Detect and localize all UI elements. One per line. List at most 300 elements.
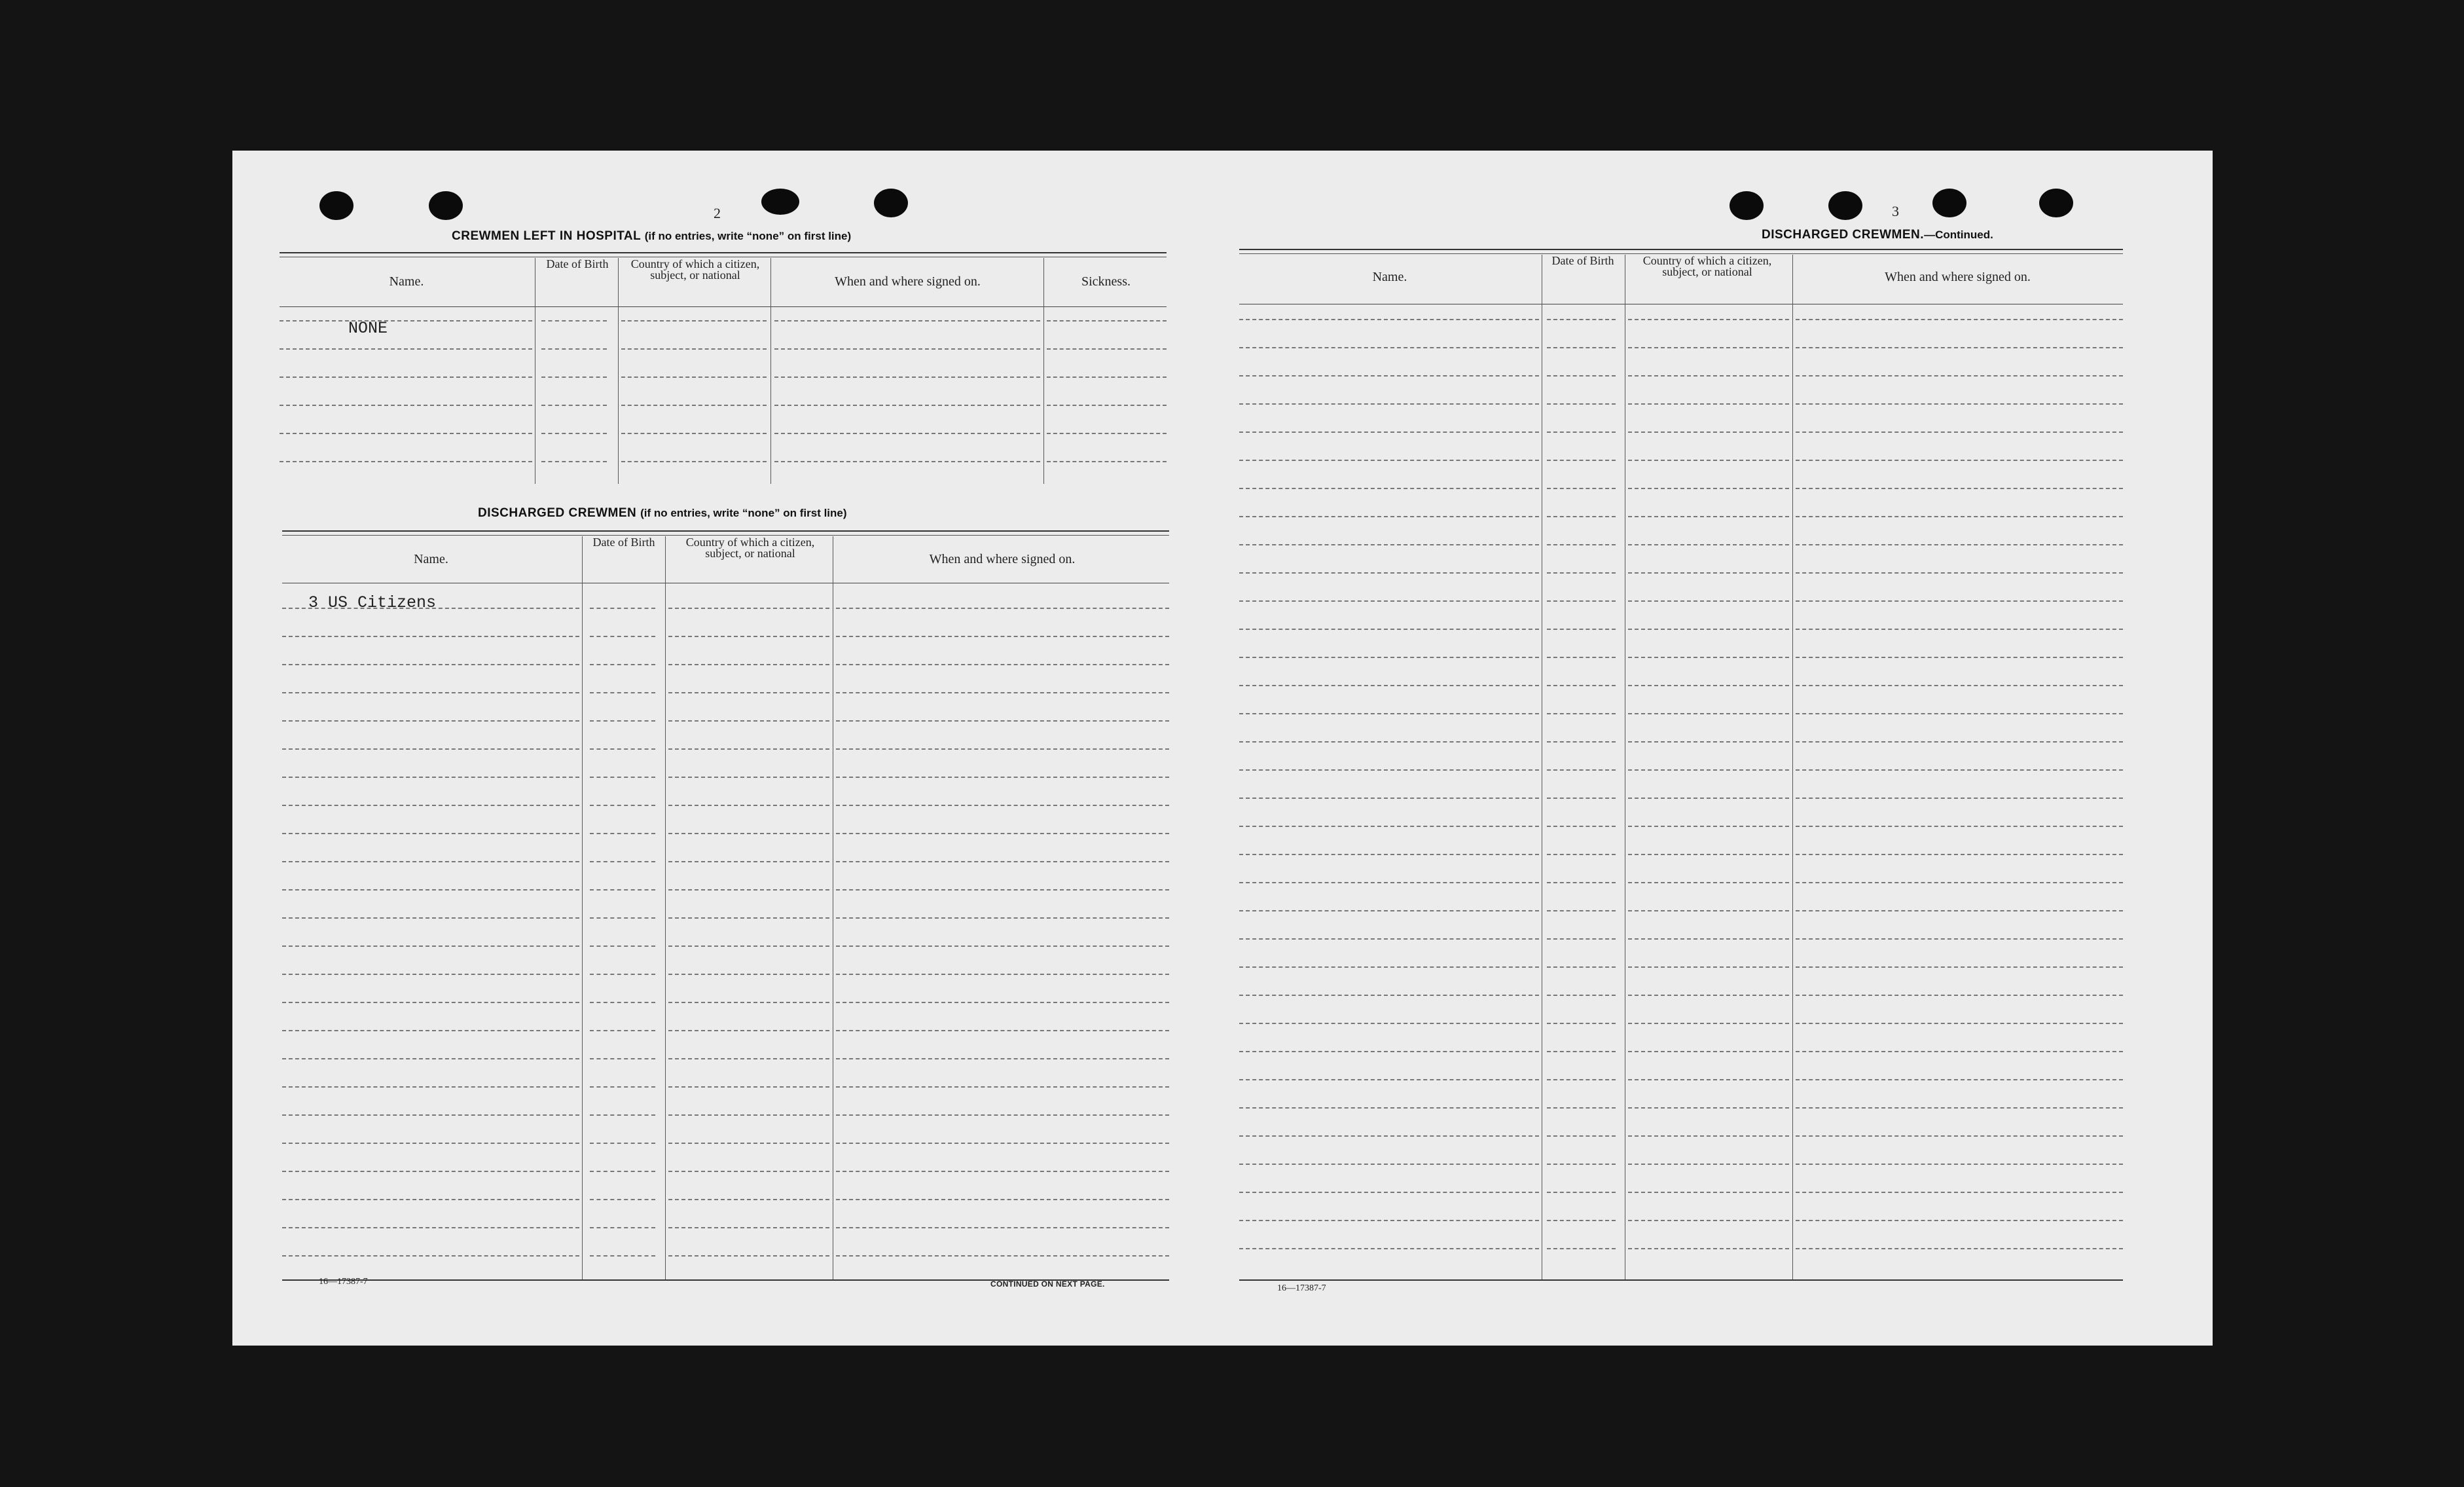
ruled-line	[1239, 910, 1539, 911]
ruled-line	[668, 833, 829, 834]
ruled-line	[668, 1227, 829, 1228]
left-page	[232, 151, 1214, 1346]
punch-hole	[1730, 191, 1764, 220]
hospital-title-instruction: (if no entries, write “none” on first line)	[644, 230, 852, 242]
ruled-line	[1239, 544, 1539, 545]
ruled-line	[282, 1058, 579, 1059]
ruled-line	[1796, 1164, 2123, 1165]
ruled-line	[836, 1030, 1169, 1031]
punch-hole	[1828, 191, 1862, 220]
ruled-line	[1796, 516, 2123, 517]
ruled-line	[1239, 1107, 1539, 1109]
ruled-line	[1628, 1248, 1789, 1249]
right-section-title	[1762, 228, 1993, 242]
col-header-signed: When and where signed on.	[1885, 270, 2031, 284]
ruled-line	[280, 405, 532, 406]
ruled-line	[282, 974, 579, 975]
ruled-line	[1547, 544, 1616, 545]
ruled-line	[1796, 1220, 2123, 1221]
table-top-rule	[1239, 249, 2123, 250]
ruled-line	[280, 461, 532, 462]
ruled-line	[590, 692, 655, 693]
ruled-line	[1628, 657, 1789, 658]
ruled-line	[1547, 713, 1616, 714]
ruled-line	[282, 748, 579, 750]
ruled-line	[1239, 769, 1539, 771]
ruled-line	[774, 433, 1040, 434]
column-divider	[618, 258, 619, 484]
ruled-line	[668, 974, 829, 975]
ruled-line	[280, 433, 532, 434]
ruled-line	[541, 348, 607, 350]
ruled-line	[1547, 741, 1616, 743]
ruled-line	[282, 1143, 579, 1144]
hospital-title-text: CREWMEN LEFT IN HOSPITAL	[452, 229, 641, 243]
ruled-line	[1628, 347, 1789, 348]
ruled-line	[282, 889, 579, 890]
ruled-line	[1628, 488, 1789, 489]
right-title-continued: —Continued.	[1924, 229, 1993, 241]
ruled-line	[836, 1143, 1169, 1144]
ruled-line	[1239, 657, 1539, 658]
ruled-line	[836, 1114, 1169, 1116]
ruled-line	[1547, 1051, 1616, 1052]
ruled-line	[1239, 1164, 1539, 1165]
ruled-line	[1796, 403, 2123, 405]
ruled-line	[282, 1255, 579, 1257]
ruled-line	[1796, 544, 2123, 545]
ruled-line	[1547, 403, 1616, 405]
col-header-dob: Date of Birth	[592, 536, 655, 549]
ruled-line	[282, 720, 579, 722]
ruled-line	[1047, 461, 1167, 462]
ruled-line	[836, 917, 1169, 919]
ruled-line	[836, 1171, 1169, 1172]
ruled-line	[280, 320, 532, 321]
ruled-line	[1796, 685, 2123, 686]
ruled-line	[1239, 403, 1539, 405]
ruled-line	[668, 1114, 829, 1116]
punch-hole	[1932, 189, 1966, 217]
ruled-line	[1239, 1248, 1539, 1249]
ruled-line	[668, 1002, 829, 1003]
punch-hole	[429, 191, 463, 220]
ruled-line	[1628, 798, 1789, 799]
ruled-line	[1547, 460, 1616, 461]
col-header-country: Country of which a citizen, subject, or national	[1642, 254, 1772, 278]
punch-hole	[874, 189, 908, 217]
ruled-line	[1239, 375, 1539, 376]
ruled-line	[1547, 488, 1616, 489]
ruled-line	[1628, 431, 1789, 433]
ruled-line	[282, 805, 579, 806]
ruled-line	[282, 945, 579, 947]
ruled-line	[1239, 713, 1539, 714]
ruled-line	[668, 1171, 829, 1172]
ruled-line	[1628, 966, 1789, 968]
ruled-line	[1628, 1079, 1789, 1080]
ruled-line	[1796, 1192, 2123, 1193]
col-header-sickness: Sickness.	[1081, 274, 1131, 289]
col-header-dob: Date of Birth	[1551, 254, 1614, 267]
form-number: 16—17387-7	[319, 1277, 368, 1287]
ruled-line	[1047, 320, 1167, 321]
ruled-line	[836, 1086, 1169, 1088]
ruled-line	[1628, 713, 1789, 714]
ruled-line	[836, 1227, 1169, 1228]
ruled-line	[1628, 1107, 1789, 1109]
ruled-line	[1628, 1051, 1789, 1052]
ruled-line	[280, 376, 532, 378]
ruled-line	[1547, 854, 1616, 855]
ruled-line	[1796, 1248, 2123, 1249]
ruled-line	[621, 376, 767, 378]
ruled-line	[590, 748, 655, 750]
ruled-line	[1239, 741, 1539, 743]
ruled-line	[774, 461, 1040, 462]
ruled-line	[590, 889, 655, 890]
ruled-line	[1628, 375, 1789, 376]
ruled-line	[1239, 995, 1539, 996]
ruled-line	[590, 636, 655, 637]
right-page	[1214, 151, 2213, 1346]
ruled-line	[1628, 600, 1789, 602]
ruled-line	[1239, 1079, 1539, 1080]
ruled-line	[1047, 376, 1167, 378]
ruled-line	[668, 692, 829, 693]
ruled-line	[541, 376, 607, 378]
discharged-section-title	[478, 506, 847, 521]
ruled-line	[668, 1143, 829, 1144]
ruled-line	[1239, 460, 1539, 461]
ruled-line	[282, 833, 579, 834]
ruled-line	[282, 777, 579, 778]
ruled-line	[774, 405, 1040, 406]
ruled-line	[1239, 685, 1539, 686]
ruled-line	[541, 320, 607, 321]
ruled-line	[1796, 375, 2123, 376]
ruled-line	[1796, 1107, 2123, 1109]
ruled-line	[590, 664, 655, 665]
ruled-line	[668, 748, 829, 750]
ruled-line	[774, 320, 1040, 321]
ruled-line	[1547, 431, 1616, 433]
ruled-line	[1239, 854, 1539, 855]
ruled-line	[1547, 516, 1616, 517]
entry-name: 3 US Citizens	[308, 593, 437, 612]
column-divider	[770, 258, 771, 484]
ruled-line	[1628, 460, 1789, 461]
discharged-title-instruction: (if no entries, write “none” on first line)	[640, 507, 847, 519]
ruled-line	[1239, 1192, 1539, 1193]
ruled-line	[836, 748, 1169, 750]
ruled-line	[1239, 1051, 1539, 1052]
ruled-line	[1796, 938, 2123, 940]
ruled-line	[1239, 938, 1539, 940]
ruled-line	[836, 1002, 1169, 1003]
ruled-line	[590, 1199, 655, 1200]
ruled-line	[1796, 882, 2123, 883]
ruled-line	[282, 1114, 579, 1116]
ruled-line	[1547, 769, 1616, 771]
ruled-line	[1796, 657, 2123, 658]
ruled-line	[1796, 600, 2123, 602]
ruled-line	[1628, 403, 1789, 405]
ruled-line	[1547, 966, 1616, 968]
ruled-line	[1628, 516, 1789, 517]
ruled-line	[590, 1227, 655, 1228]
ruled-line	[1239, 572, 1539, 574]
ruled-line	[774, 376, 1040, 378]
ruled-line	[590, 1255, 655, 1257]
ruled-line	[282, 1086, 579, 1088]
ruled-line	[836, 1058, 1169, 1059]
ruled-line	[1547, 572, 1616, 574]
ruled-line	[590, 720, 655, 722]
ruled-line	[1239, 798, 1539, 799]
ruled-line	[1796, 966, 2123, 968]
ruled-line	[1628, 1135, 1789, 1137]
ruled-line	[1547, 1135, 1616, 1137]
ruled-line	[280, 348, 532, 350]
ruled-line	[668, 1086, 829, 1088]
ruled-line	[1628, 854, 1789, 855]
ruled-line	[282, 664, 579, 665]
ruled-line	[668, 1058, 829, 1059]
ruled-line	[1547, 1248, 1616, 1249]
ruled-line	[1547, 347, 1616, 348]
column-divider	[1792, 255, 1793, 1279]
column-divider	[665, 536, 666, 1279]
ruled-line	[836, 833, 1169, 834]
ruled-line	[836, 974, 1169, 975]
ruled-line	[1547, 995, 1616, 996]
ruled-line	[282, 608, 579, 609]
punch-hole	[761, 189, 799, 215]
ruled-line	[1239, 966, 1539, 968]
ruled-line	[1628, 938, 1789, 940]
ruled-line	[1796, 629, 2123, 630]
ruled-line	[1547, 1079, 1616, 1080]
ruled-line	[282, 692, 579, 693]
ruled-line	[668, 1030, 829, 1031]
ruled-line	[590, 1114, 655, 1116]
ruled-line	[1547, 319, 1616, 320]
ruled-line	[836, 1199, 1169, 1200]
ruled-line	[282, 636, 579, 637]
ruled-line	[590, 1058, 655, 1059]
ruled-line	[1547, 685, 1616, 686]
ruled-line	[590, 805, 655, 806]
ruled-line	[836, 805, 1169, 806]
form-number: 16—17387-7	[1277, 1283, 1326, 1293]
ruled-line	[1547, 600, 1616, 602]
ruled-line	[668, 636, 829, 637]
ruled-line	[668, 664, 829, 665]
ruled-line	[1239, 826, 1539, 827]
ruled-line	[1239, 1220, 1539, 1221]
ruled-line	[1796, 854, 2123, 855]
ruled-line	[668, 805, 829, 806]
continued-note: CONTINUED ON NEXT PAGE.	[990, 1279, 1105, 1289]
ruled-line	[668, 1255, 829, 1257]
ruled-line	[1796, 1023, 2123, 1024]
ruled-line	[1547, 1192, 1616, 1193]
ruled-line	[590, 608, 655, 609]
ruled-line	[1796, 319, 2123, 320]
ruled-line	[1239, 431, 1539, 433]
ruled-line	[1796, 1079, 2123, 1080]
col-header-name: Name.	[1372, 270, 1407, 284]
ruled-line	[1628, 544, 1789, 545]
ruled-line	[590, 1002, 655, 1003]
ruled-line	[836, 945, 1169, 947]
ruled-line	[1239, 1135, 1539, 1137]
ruled-line	[1796, 713, 2123, 714]
ruled-line	[836, 608, 1169, 609]
ruled-line	[1796, 741, 2123, 743]
ruled-line	[836, 777, 1169, 778]
ruled-line	[1628, 685, 1789, 686]
ruled-line	[1628, 910, 1789, 911]
ruled-line	[836, 861, 1169, 862]
ruled-line	[668, 889, 829, 890]
punch-hole	[319, 191, 353, 220]
ruled-line	[621, 461, 767, 462]
table-header-rule	[280, 306, 1167, 307]
ruled-line	[668, 1199, 829, 1200]
ruled-line	[590, 1171, 655, 1172]
ruled-line	[1796, 995, 2123, 996]
ruled-line	[1239, 347, 1539, 348]
ruled-line	[590, 833, 655, 834]
ruled-line	[668, 608, 829, 609]
page-number: 3	[1892, 203, 1899, 219]
ruled-line	[668, 945, 829, 947]
ruled-line	[1796, 460, 2123, 461]
ruled-line	[836, 1255, 1169, 1257]
ruled-line	[590, 861, 655, 862]
ruled-line	[1628, 882, 1789, 883]
ruled-line	[1796, 572, 2123, 574]
ruled-line	[282, 861, 579, 862]
ruled-line	[1547, 375, 1616, 376]
ruled-line	[1547, 657, 1616, 658]
ruled-line	[668, 917, 829, 919]
ruled-line	[621, 348, 767, 350]
column-divider	[1043, 258, 1044, 484]
ruled-line	[836, 720, 1169, 722]
ruled-line	[621, 320, 767, 321]
ruled-line	[282, 1171, 579, 1172]
ruled-line	[1547, 1164, 1616, 1165]
ruled-line	[836, 664, 1169, 665]
ruled-line	[1047, 405, 1167, 406]
ruled-line	[282, 1002, 579, 1003]
ruled-line	[1547, 798, 1616, 799]
table-top-rule	[282, 530, 1169, 532]
ruled-line	[590, 1030, 655, 1031]
ruled-line	[282, 1199, 579, 1200]
entry-name: NONE	[348, 319, 388, 338]
ruled-line	[1239, 882, 1539, 883]
col-header-signed: When and where signed on.	[929, 552, 1076, 566]
ruled-line	[1796, 431, 2123, 433]
table-bottom-rule	[1239, 1279, 2123, 1281]
ruled-line	[1628, 826, 1789, 827]
ruled-line	[1628, 629, 1789, 630]
document-sheet	[232, 151, 2213, 1346]
col-header-dob: Date of Birth	[546, 257, 609, 270]
ruled-line	[1547, 938, 1616, 940]
ruled-line	[836, 636, 1169, 637]
ruled-line	[1628, 995, 1789, 996]
ruled-line	[1796, 910, 2123, 911]
ruled-line	[1547, 1220, 1616, 1221]
ruled-line	[1796, 347, 2123, 348]
ruled-line	[1796, 826, 2123, 827]
ruled-line	[1628, 1164, 1789, 1165]
col-header-name: Name.	[414, 552, 448, 566]
ruled-line	[668, 777, 829, 778]
ruled-line	[1796, 488, 2123, 489]
ruled-line	[1628, 1192, 1789, 1193]
col-header-signed: When and where signed on.	[835, 274, 981, 289]
ruled-line	[836, 889, 1169, 890]
right-title-text: DISCHARGED CREWMEN.	[1762, 228, 1925, 242]
ruled-line	[1628, 1220, 1789, 1221]
ruled-line	[282, 917, 579, 919]
ruled-line	[1239, 1023, 1539, 1024]
ruled-line	[1047, 348, 1167, 350]
ruled-line	[836, 692, 1169, 693]
ruled-line	[1796, 1135, 2123, 1137]
ruled-line	[590, 1143, 655, 1144]
ruled-line	[590, 777, 655, 778]
ruled-line	[590, 974, 655, 975]
ruled-line	[1628, 741, 1789, 743]
ruled-line	[1547, 1023, 1616, 1024]
discharged-table	[282, 530, 1169, 1303]
ruled-line	[590, 945, 655, 947]
ruled-line	[590, 1086, 655, 1088]
ruled-line	[1628, 319, 1789, 320]
ruled-line	[1628, 769, 1789, 771]
ruled-line	[1628, 1023, 1789, 1024]
ruled-line	[1796, 769, 2123, 771]
ruled-line	[668, 861, 829, 862]
ruled-line	[282, 1030, 579, 1031]
ruled-line	[1239, 488, 1539, 489]
ruled-line	[590, 917, 655, 919]
discharged-continued-table	[1239, 249, 2123, 1310]
ruled-line	[1547, 1107, 1616, 1109]
ruled-line	[1239, 629, 1539, 630]
ruled-line	[1047, 433, 1167, 434]
ruled-line	[668, 720, 829, 722]
ruled-line	[1628, 572, 1789, 574]
table-top-rule	[280, 252, 1167, 253]
ruled-line	[1239, 600, 1539, 602]
column-divider	[582, 536, 583, 1279]
punch-hole	[2039, 189, 2073, 217]
col-header-country: Country of which a citizen, subject, or national	[630, 257, 760, 282]
ruled-line	[541, 433, 607, 434]
col-header-name: Name.	[389, 274, 424, 289]
discharged-title-text: DISCHARGED CREWMEN	[478, 506, 637, 520]
ruled-line	[1796, 1051, 2123, 1052]
ruled-line	[621, 405, 767, 406]
